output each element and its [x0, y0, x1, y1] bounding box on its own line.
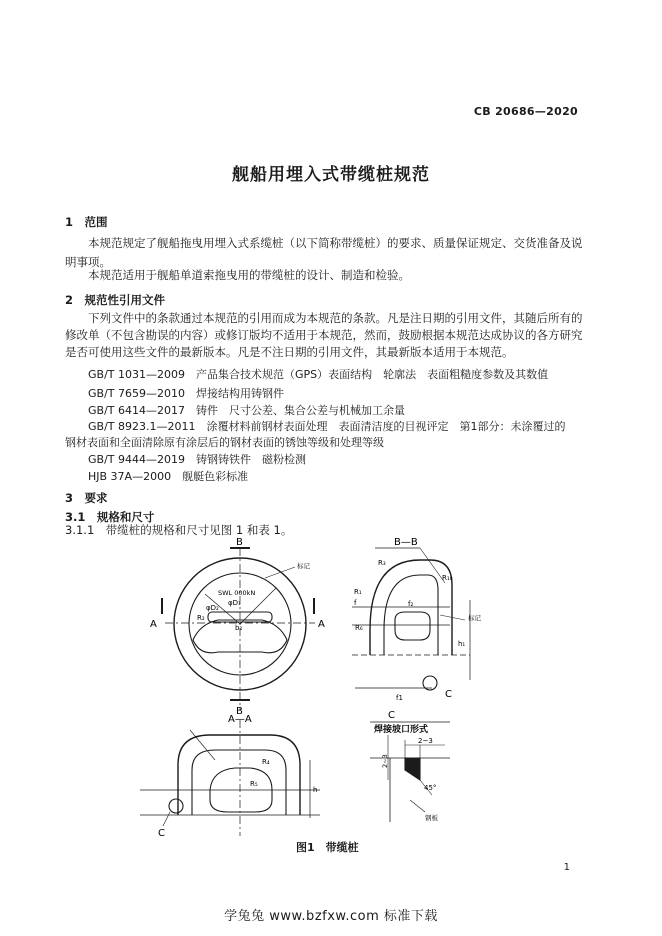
standard-number: CB 20686—2020	[473, 105, 578, 118]
reference-4-continued: 钢材表面和全面清除原有涂层后的钢材表面的锈蚀等级和处理等级	[65, 436, 384, 449]
label-a-right: A	[318, 619, 325, 630]
page-number: 1	[563, 862, 570, 873]
dim-h1: h₁	[458, 640, 466, 648]
section-2-para-line-2: 修改单（不包含勘误的内容）或修订版均不适用于本规范，然而，鼓励根据本规范达成协议的各方研究	[65, 328, 583, 342]
section-1-heading: 1 范围	[65, 215, 108, 229]
dim-b2: b₂	[235, 624, 243, 632]
section-3-1-1-text: 3.1.1 带缆桩的规格和尺寸见图 1 和表 1。	[65, 523, 293, 537]
label-b-top: B	[236, 537, 243, 548]
label-a-left: A	[150, 619, 157, 630]
section-bb-label: B—B	[394, 537, 418, 548]
dim-2-3-top: 2~3	[418, 737, 433, 745]
dim-f2: f₂	[408, 600, 414, 608]
figure-caption: 图1 带缆桩	[296, 841, 359, 854]
swl-marking: SWL 000kN	[218, 589, 256, 597]
reference-3: GB/T 6414—2017 铸件 尺寸公差、集合公差与机械加工余量	[88, 404, 405, 417]
section-2-para-line-1: 下列文件中的条款通过本规范的引用而成为本规范的条款。凡是注日期的引用文件，其随后所有的	[88, 311, 583, 325]
section-3-heading: 3 要求	[65, 491, 108, 505]
dim-r1: R₁	[354, 588, 362, 596]
reference-2: GB/T 7659—2010 焊接结构用铸钢件	[88, 387, 284, 400]
dim-r6: R₆	[355, 624, 363, 632]
section-1-para-1-line-2: 明事项。	[65, 255, 111, 269]
dim-f: f	[354, 599, 357, 607]
dim-45-degree: 45°	[424, 784, 437, 792]
reference-6: HJB 37A—2000 舰艇色彩标准	[88, 470, 249, 483]
section-2-para-line-3: 是否可使用这些文件的最新版本。凡是不注日期的引用文件，其最新版本适用于本规范。	[65, 345, 514, 359]
weld-groove-title: 焊接坡口形式	[374, 725, 429, 735]
label-c-weld: C	[388, 710, 395, 721]
section-2-heading: 2 规范性引用文件	[65, 293, 166, 307]
dim-2-3-side: 2~3	[381, 754, 389, 768]
label-c-right: C	[445, 689, 452, 700]
steel-plate-label: 钢板	[425, 814, 438, 822]
reference-4: GB/T 8923.1—2011 涂覆材料前钢材表面处理 表面清洁度的目视评定 第1部分：未涂覆过的	[88, 420, 566, 433]
section-aa-label: A—A	[228, 714, 252, 725]
section-3-1-heading: 3.1 规格和尺寸	[65, 510, 155, 524]
dim-r10: R₁₀	[442, 574, 453, 582]
mark-label-top: 标记	[297, 562, 310, 570]
section-1-para-2: 本规范适用于舰船单道索拖曳用的带缆桩的设计、制造和检验。	[88, 268, 410, 282]
label-c-left: C	[158, 828, 165, 839]
document-title: 舰船用埋入式带缆桩规范	[232, 165, 430, 185]
dim-r5: R₅	[250, 780, 258, 788]
dim-r3: R₃	[378, 559, 386, 567]
label-b-bottom: B	[236, 706, 243, 717]
reference-5: GB/T 9444—2019 铸钢铸铁件 磁粉检测	[88, 453, 306, 466]
section-1-para-1-line-1: 本规范规定了舰船拖曳用埋入式系缆桩（以下简称带缆桩）的要求、质量保证规定、交货准备及说	[88, 236, 583, 250]
dim-r2: R₂	[197, 614, 205, 622]
reference-1: GB/T 1031—2009 产品集合技术规范（GPS）表面结构 轮廓法 表面粗糙度参数及其数值	[88, 368, 549, 381]
dim-r4: R₄	[262, 758, 270, 766]
dim-h: h	[313, 786, 318, 794]
footer-watermark[interactable]: 学兔兔 www.bzfxw.com 标准下载	[224, 909, 438, 924]
dim-d2: φD₂	[206, 604, 219, 612]
mark-label-side: 标记	[468, 614, 481, 622]
dim-d1: φD₁	[228, 599, 241, 607]
dim-f1: f1	[396, 694, 403, 702]
